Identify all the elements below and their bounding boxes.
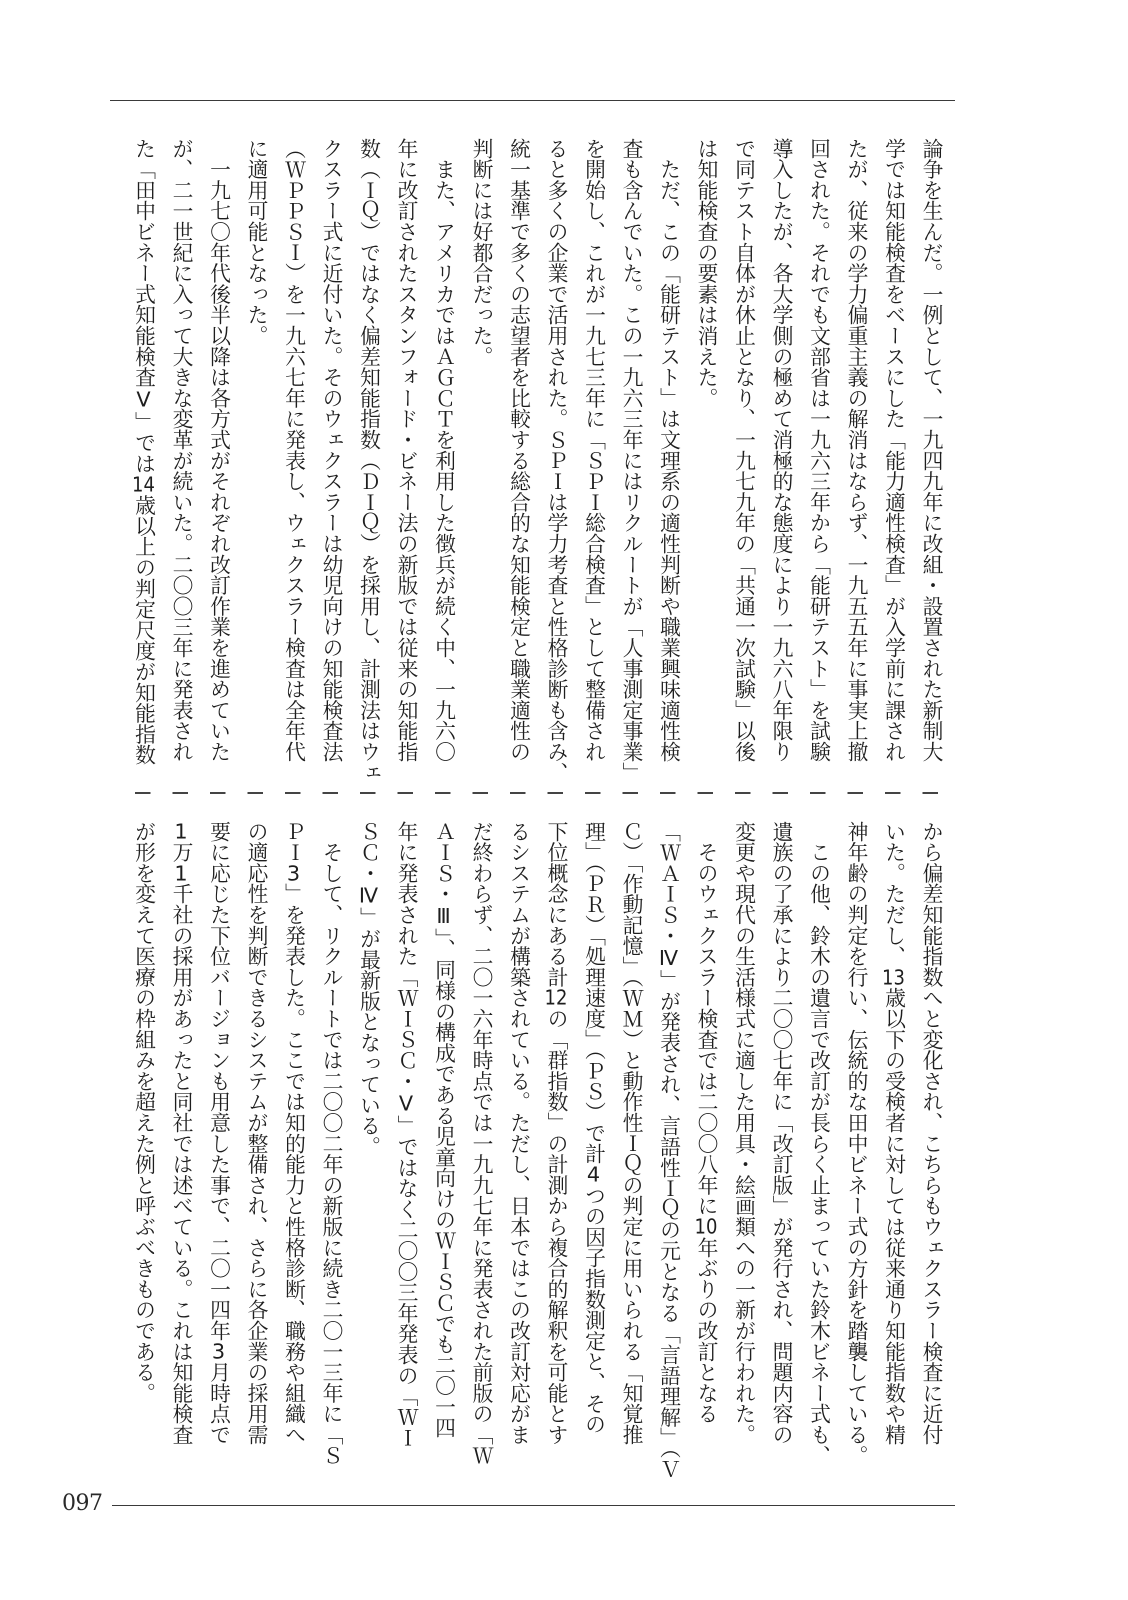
bottom-rule <box>112 1505 955 1506</box>
upper-text-line: ただ、この「能研テスト」は文理系の適性判断や職業興味適性検 <box>656 138 681 762</box>
lower-text-line: 変更や現代の生活様式に適した用具・絵画類への一新が行われた。 <box>731 821 756 1445</box>
numeral: 10 <box>694 1216 718 1237</box>
lower-text-line: ＰＩ3」を発表した。ここでは知的能力と性格診断、職務や組織へ <box>281 821 306 1446</box>
upper-text-line: ると多くの企業で活用された。ＳＰＩは学力考査と性格診断も含み、 <box>544 138 568 783</box>
numeral: 1 <box>174 862 188 884</box>
upper-text-line: 回された。それでも文部省は一九六三年から「能研テスト」を試験 <box>806 138 831 762</box>
lower-text-line: 神年齢の判定を行い、伝統的な田中ビネー式の方針を踏襲している。 <box>844 821 868 1466</box>
upper-text-line: クスラー式に近付いた。そのウェクスラーは幼児向けの知能検査法 <box>319 138 343 762</box>
numeral: 12 <box>544 987 568 1009</box>
lower-text-line: この他、鈴木の遺言で改訂が長らく止まっていた鈴木ビネー式も、 <box>806 821 831 1466</box>
numeral: 3 <box>211 1341 226 1362</box>
lower-text-line: 下位概念にある計12の「群指数」の計測から複合的解釈を可能とす <box>544 821 568 1446</box>
lower-text-line: そのウェクスラー検査では二〇〇八年に10年ぶりの改訂となる <box>694 821 718 1425</box>
lower-text-line: 年に発表された「ＷＩＳＣ・Ⅴ」ではなく二〇〇三年発表の「ＷＩ <box>394 821 418 1449</box>
upper-text-line: また、アメリカではＡＧＣＴを利用した徴兵が続く中、一九六〇 <box>431 138 456 762</box>
numeral: 14 <box>132 474 155 495</box>
lower-text-line: ＡＩＳ・Ⅲ」、同様の構成である児童向けのＷＩＳＣでも二〇一四 <box>431 821 456 1438</box>
lower-text-line: 「ＷＡＩＳ・Ⅳ」が発表され、言語性ＩＱの元となる「言語理解」（Ｖ <box>656 821 681 1480</box>
numeral: 1 <box>174 821 188 842</box>
page-number: 097 <box>62 1491 103 1516</box>
upper-text-line: （ＷＰＰＳＩ）を一九六七年に発表し、ウェクスラー検査は全年代 <box>281 138 306 762</box>
lower-text-line: るシステムが構築されている。ただし、日本ではこの改訂対応がま <box>506 821 531 1445</box>
upper-text-line: 判断には好都合だった。 <box>469 138 493 367</box>
upper-text-line: 査も含んでいた。この一九六三年にはリクルートが「人事測定事業」 <box>619 138 643 783</box>
upper-text-line: が、二一世紀に入って大きな変革が続いた。二〇〇三年に発表され <box>169 138 193 762</box>
lower-text-line: から偏差知能指数へと変化され、こちらもウェクスラー検査に近付 <box>919 821 943 1445</box>
upper-text-line: 統一基準で多くの志望者を比較する総合的な知能検定と職業適性の <box>506 138 531 762</box>
upper-text-line: 年に改訂されたスタンフォード・ビネー法の新版では従来の知能指 <box>394 138 418 762</box>
numeral: 3 <box>286 862 301 884</box>
upper-text-line: で同テスト自体が休止となり、一九七九年の「共通一次試験」以後 <box>731 138 756 762</box>
upper-text-line: たが、従来の学力偏重主義の解消はならず、一九五五年に事実上撤 <box>844 138 868 762</box>
lower-text-line: いた。ただし、13歳以下の受検者に対しては従来通り知能指数や精 <box>881 821 906 1446</box>
lower-text-tier <box>124 821 949 1480</box>
upper-text-line: を開始し、これが一九七三年に「ＳＰＩ総合検査」として整備され <box>581 138 606 762</box>
upper-text-line: 一九七〇年代後半以降は各方式がそれぞれ改訂作業を進めていた <box>206 138 231 762</box>
lower-text-line: 1万1千社の採用があったと同社では述べている。これは知能検査 <box>169 821 193 1446</box>
lower-text-line: の適応性を判断できるシステムが整備され、さらに各企業の採用需 <box>244 821 268 1445</box>
upper-text-line: 導入したが、各大学側の極めて消極的な態度により一九六八年限り <box>769 138 793 762</box>
numeral: 13 <box>882 966 905 988</box>
lower-text-line: が形を変えて医療の枠組みを超えた例と呼ぶべきものである。 <box>131 821 156 1404</box>
numeral: 4 <box>586 1164 601 1185</box>
lower-text-line: だ終わらず、二〇一六年時点では一九九七年に発表された前版の「Ｗ <box>469 821 493 1466</box>
lower-text-line: 要に応じた下位バージョンも用意した事で、二〇一四年3月時点で <box>206 821 231 1445</box>
top-rule <box>110 100 955 101</box>
upper-text-tier <box>124 138 949 783</box>
upper-text-line: 学では知能検査をベースにした「能力適性検査」が入学前に課され <box>881 138 906 762</box>
upper-text-line: に適用可能となった。 <box>244 138 268 346</box>
upper-text-line: は知能検査の要素は消えた。 <box>694 138 718 409</box>
tier-separator-dashes <box>124 792 949 794</box>
lower-text-line: そして、リクルートでは二〇〇二年の新版に続き二〇一三年に「Ｓ <box>319 821 343 1466</box>
lower-text-line: ＳＣ・Ⅳ」が最新版となっている。 <box>356 821 381 1157</box>
lower-text-line: 遺族の了承により二〇〇七年に「改訂版」が発行され、問題内容の <box>769 821 793 1445</box>
lower-text-line: Ｃ）「作動記憶」（ＷＭ）と動作性ＩＱの判定に用いられる「知覚推 <box>619 821 643 1445</box>
upper-text-line: た「田中ビネー式知能検査Ⅴ」では14歳以上の判定尺度が知能指数 <box>131 138 156 766</box>
lower-text-line: 理」（ＰＲ）「処理速度」（ＰＳ）で計4つの因子指数測定と、その <box>581 821 606 1435</box>
upper-text-line: 論争を生んだ。一例として、一九四九年に改組・設置された新制大 <box>919 138 943 762</box>
upper-text-line: 数（ＩＱ）ではなく偏差知能指数（ＤＩＱ）を採用し、計測法はウェ <box>356 138 381 783</box>
